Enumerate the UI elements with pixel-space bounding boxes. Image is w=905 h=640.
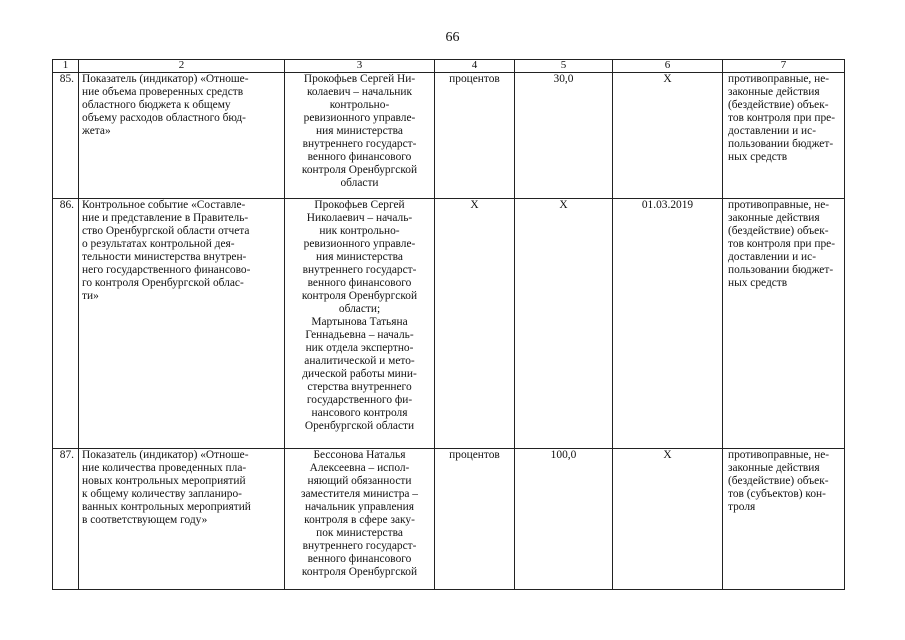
text-line: области;	[338, 303, 381, 315]
text-line: контроля Оренбургской	[301, 566, 418, 578]
column-header-2: 2	[79, 60, 285, 73]
measure-name-cell	[79, 199, 285, 449]
row-number-cell: 86.	[53, 199, 79, 449]
text-line: венного финансового	[307, 277, 412, 289]
text-line: (бездействие) объек-	[728, 99, 829, 111]
text-line: ние количества проведенных пла-	[82, 462, 247, 474]
text-line: о результатах контрольной дея-	[82, 238, 235, 250]
deadline-cell: 01.03.2019	[613, 199, 723, 449]
row-number-cell: 85.	[53, 73, 79, 199]
text-line: (бездействие) объек-	[728, 225, 829, 237]
text-line: контроля Оренбургской	[301, 164, 418, 176]
text-line: доставлении и ис-	[728, 125, 816, 137]
responsible-person-cell	[285, 449, 435, 590]
text-line: тов контроля при пре-	[728, 112, 835, 124]
measure-name-cell	[79, 449, 285, 590]
table-row	[53, 449, 845, 590]
column-header-4: 4	[435, 60, 515, 73]
text-line: венного финансового	[307, 151, 412, 163]
text-line: доставлении и ис-	[728, 251, 816, 263]
target-value-cell: 100,0	[515, 449, 613, 590]
text-line: ник контрольно-	[319, 225, 400, 237]
text-line: аналитической и мето-	[304, 355, 415, 367]
text-line: троля	[728, 501, 756, 513]
risk-description-cell	[723, 449, 845, 590]
table-row	[53, 73, 845, 199]
text-line: ние объема проверенных средств	[82, 86, 244, 98]
risk-description-cell	[723, 199, 845, 449]
table-row	[53, 199, 845, 449]
text-line: новых контрольных мероприятий	[82, 475, 246, 487]
text-line: Геннадьевна – началь-	[305, 329, 414, 341]
deadline-cell: X	[613, 73, 723, 199]
risk-description-cell	[723, 73, 845, 199]
text-line: няющий обязанности	[307, 475, 412, 487]
text-line: него государственного финансово-	[82, 264, 251, 276]
text-line: (бездействие) объек-	[728, 475, 829, 487]
text-line: государственного фи-	[306, 394, 413, 406]
text-line: тов контроля при пре-	[728, 238, 835, 250]
text-line: нансового контроля	[311, 407, 408, 419]
text-line: ник отдела экспертно-	[305, 342, 414, 354]
text-line: заместителя министра –	[301, 488, 418, 500]
text-line: противоправные, не-	[728, 449, 830, 461]
text-line: противоправные, не-	[728, 199, 830, 211]
text-line: дической работы мини-	[302, 368, 417, 380]
text-line: ванных контрольных мероприятий	[82, 501, 251, 513]
text-line: в соответствующем году»	[82, 514, 208, 526]
text-line: Прокофьев Сергей	[314, 199, 405, 211]
row-number-cell: 87.	[53, 449, 79, 590]
text-line: Прокофьев Сергей Ни-	[303, 73, 416, 85]
text-line: контроля Оренбургской	[301, 290, 418, 302]
text-line: Бессонова Наталья	[313, 449, 406, 461]
target-value-cell: 30,0	[515, 73, 613, 199]
text-line: Николаевич – началь-	[306, 212, 413, 224]
text-line: Показатель (индикатор) «Отноше-	[82, 449, 249, 461]
text-line: Контрольное событие «Составле-	[82, 199, 246, 211]
text-line: законные действия	[728, 212, 820, 224]
unit-of-measure-cell: процентов	[435, 73, 515, 199]
text-line: к общему количеству запланиро-	[82, 488, 242, 500]
column-header-7: 7	[723, 60, 845, 73]
text-line: ние и представление в Правитель-	[82, 212, 249, 224]
text-line: Оренбургской области	[304, 420, 415, 432]
text-line: ных средств	[728, 151, 788, 163]
page-number: 66	[445, 30, 460, 45]
text-line: Мартынова Татьяна	[311, 316, 408, 328]
measures-table	[52, 59, 845, 590]
text-line: законные действия	[728, 86, 820, 98]
column-header-5: 5	[515, 60, 613, 73]
text-line: тов (субъектов) кон-	[728, 488, 826, 500]
text-line: внутреннего государст-	[302, 540, 417, 552]
text-line: ство Оренбургской области отчета	[82, 225, 250, 237]
text-line: противоправные, не-	[728, 73, 830, 85]
text-line: ния министерства	[316, 251, 403, 263]
text-line: объему расходов областного бюд-	[82, 112, 246, 124]
responsible-person-cell	[285, 73, 435, 199]
text-line: ния министерства	[316, 125, 403, 137]
text-line: пользовании бюджет-	[728, 264, 834, 276]
text-line: венного финансового	[307, 553, 412, 565]
text-line: Показатель (индикатор) «Отноше-	[82, 73, 249, 85]
text-line: контроля в сфере заку-	[304, 514, 415, 526]
measure-name-cell	[79, 73, 285, 199]
text-line: ных средств	[728, 277, 788, 289]
text-line: го контроля Оренбургской облас-	[82, 277, 244, 289]
text-line: областного бюджета к общему	[82, 99, 231, 111]
text-line: законные действия	[728, 462, 820, 474]
column-header-6: 6	[613, 60, 723, 73]
text-line: области	[340, 177, 379, 189]
text-line: Алексеевна – испол-	[309, 462, 410, 474]
deadline-cell: X	[613, 449, 723, 590]
text-line: начальник управления	[305, 501, 414, 513]
text-line: жета»	[82, 125, 111, 137]
table-body	[53, 73, 845, 590]
text-line: внутреннего государст-	[302, 264, 417, 276]
unit-of-measure-cell: X	[435, 199, 515, 449]
unit-of-measure-cell: процентов	[435, 449, 515, 590]
text-line: внутреннего государст-	[302, 138, 417, 150]
text-line: ревизионного управле-	[303, 112, 416, 124]
text-line: контрольно-	[329, 99, 390, 111]
text-line: ревизионного управле-	[303, 238, 416, 250]
text-line: пок министерства	[316, 527, 403, 539]
text-line: стерства внутреннего	[307, 381, 412, 393]
text-line: колаевич – начальник	[306, 86, 413, 98]
column-header-1: 1	[53, 60, 79, 73]
text-line: пользовании бюджет-	[728, 138, 834, 150]
responsible-person-cell	[285, 199, 435, 449]
column-header-3: 3	[285, 60, 435, 73]
target-value-cell: X	[515, 199, 613, 449]
text-line: ти»	[82, 290, 99, 302]
header-row	[53, 60, 845, 73]
text-line: тельности министерства внутрен-	[82, 251, 247, 263]
